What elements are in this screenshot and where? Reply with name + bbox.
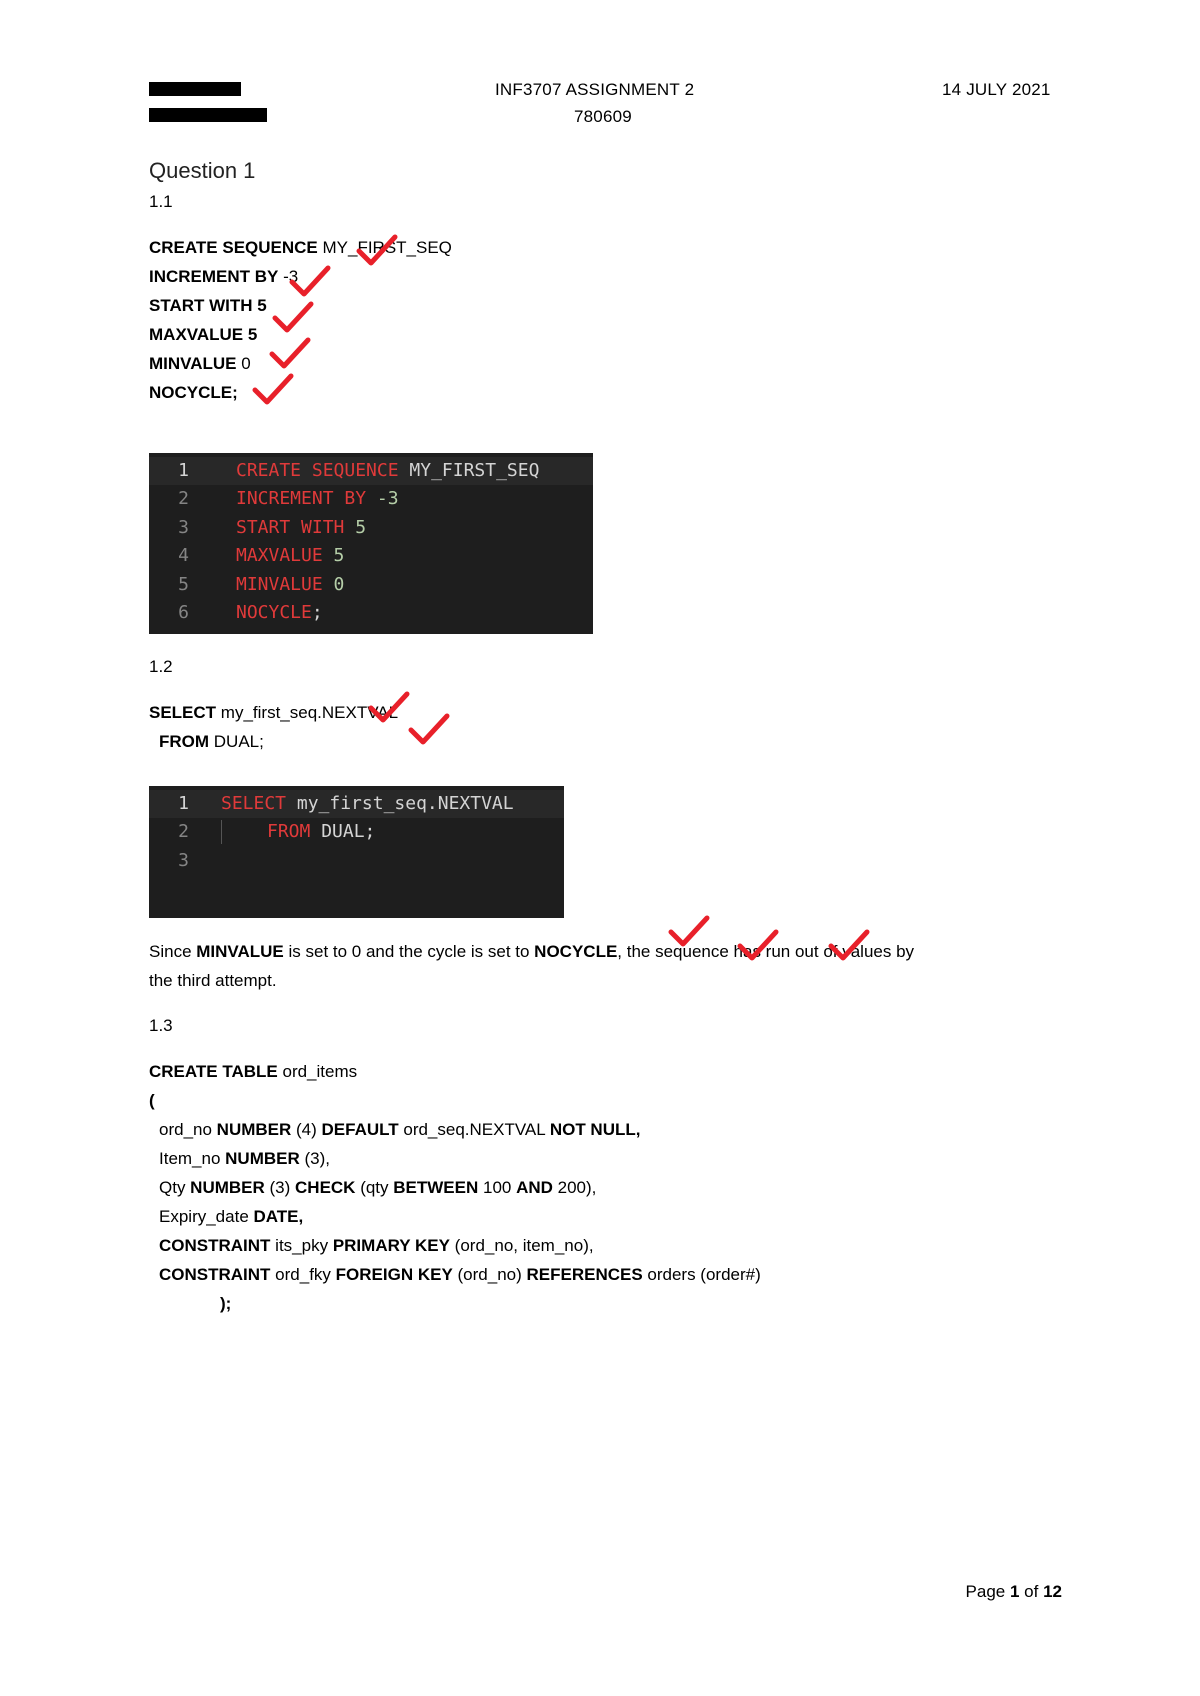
- of-label: of: [1019, 1582, 1044, 1601]
- text: Item_no: [159, 1149, 226, 1168]
- value: -3: [278, 267, 299, 286]
- check-icon: [251, 372, 295, 406]
- line-number: 6: [178, 602, 189, 623]
- header-course: INF3707 ASSIGNMENT 2: [495, 80, 695, 99]
- answer-1-1-line-5: [149, 353, 251, 375]
- question-title: Question 1: [149, 158, 256, 183]
- keyword: CONSTRAINT: [159, 1265, 271, 1284]
- code-screenshot-1-1: [149, 453, 593, 634]
- text: ord_seq.NEXTVAL: [398, 1120, 550, 1139]
- text: (3),: [299, 1149, 330, 1168]
- section-1-2: 1.2: [149, 657, 173, 676]
- line-number: 3: [178, 850, 189, 871]
- identifier: MY_FIRST_SEQ: [398, 460, 540, 481]
- text: Expiry_date: [159, 1207, 254, 1226]
- punctuation: ;: [311, 602, 323, 623]
- check-icon: [667, 914, 711, 948]
- identifier: my_first_seq.NEXTVAL: [286, 793, 514, 814]
- answer-1-3-line-4: [159, 1148, 330, 1170]
- keyword: SELECT: [221, 793, 287, 814]
- keyword: START WITH: [236, 517, 345, 538]
- check-icon: [271, 300, 315, 334]
- header-date: 14 JULY 2021: [942, 80, 1051, 99]
- keyword: FOREIGN KEY: [335, 1265, 453, 1284]
- keyword: DATE,: [253, 1207, 304, 1226]
- total-pages: 12: [1043, 1582, 1062, 1601]
- indent-guide: [221, 820, 222, 844]
- text: (3): [264, 1178, 296, 1197]
- keyword: REFERENCES: [526, 1265, 643, 1284]
- number: 5: [322, 545, 345, 566]
- keyword: MAXVALUE: [236, 545, 323, 566]
- text: (4): [291, 1120, 322, 1139]
- keyword: BETWEEN: [393, 1178, 479, 1197]
- redaction-bar-2: [149, 108, 267, 122]
- line-number: 4: [178, 545, 189, 566]
- section-1-3: 1.3: [149, 1016, 173, 1035]
- text: (qty: [355, 1178, 394, 1197]
- answer-1-3-line-7: [159, 1235, 594, 1257]
- identifier: ord_items: [277, 1062, 358, 1081]
- answer-1-3-line-8: [159, 1264, 761, 1286]
- keyword: FROM: [267, 821, 311, 842]
- explanation-line-1: [149, 941, 914, 963]
- header-student-number: 780609: [574, 107, 632, 126]
- keyword: NUMBER: [225, 1149, 300, 1168]
- identifier: my_first_seq.NEXTVAL: [216, 703, 399, 722]
- answer-1-3-line-1: [149, 1061, 357, 1083]
- text: , the sequence has run out of values by: [617, 942, 915, 961]
- answer-1-1-line-6: NOCYCLE;: [149, 383, 238, 402]
- check-icon: [268, 336, 312, 370]
- check-icon: [827, 928, 871, 962]
- line-number: 5: [178, 574, 189, 595]
- code-screenshot-1-2: [149, 786, 564, 918]
- keyword: NOCYCLE: [236, 602, 312, 623]
- identifier: DUAL;: [310, 821, 376, 842]
- keyword: MINVALUE: [196, 942, 284, 961]
- answer-1-3-line-6: [159, 1206, 303, 1228]
- check-icon: [407, 712, 451, 746]
- answer-1-3-line-9: );: [220, 1294, 232, 1313]
- keyword: CREATE TABLE: [149, 1062, 278, 1081]
- text: ord_no: [159, 1120, 217, 1139]
- number: 0: [322, 574, 345, 595]
- keyword: CONSTRAINT: [159, 1236, 271, 1255]
- section-1-1: 1.1: [149, 192, 173, 211]
- keyword: INCREMENT BY: [236, 488, 367, 509]
- keyword: INCREMENT BY: [149, 267, 279, 286]
- answer-1-1-line-4: MAXVALUE 5: [149, 325, 258, 344]
- line-number: 1: [178, 460, 189, 481]
- answer-1-3-line-3: [159, 1119, 641, 1141]
- answer-1-1-line-2: [149, 266, 298, 288]
- answer-1-3-line-2: (: [149, 1091, 155, 1110]
- page-number: [966, 1582, 1062, 1602]
- identifier: DUAL;: [209, 732, 264, 751]
- check-icon: [288, 264, 332, 298]
- value: 0: [236, 354, 251, 373]
- number: 5: [344, 517, 367, 538]
- check-icon: [736, 928, 780, 962]
- keyword: SELECT: [149, 703, 217, 722]
- keyword: MINVALUE: [149, 354, 237, 373]
- line-number: 2: [178, 488, 189, 509]
- check-icon: [355, 233, 399, 267]
- answer-1-2-line-2: [159, 731, 264, 753]
- line-number: 3: [178, 517, 189, 538]
- text: Qty: [159, 1178, 191, 1197]
- text: 200),: [552, 1178, 597, 1197]
- keyword: CREATE SEQUENCE: [236, 460, 399, 481]
- explanation-line-2: the third attempt.: [149, 971, 277, 990]
- keyword: MINVALUE: [236, 574, 323, 595]
- text: ord_fky: [270, 1265, 336, 1284]
- comma: ,: [635, 1120, 641, 1139]
- keyword: NUMBER: [216, 1120, 292, 1139]
- answer-1-2-line-1: [149, 702, 398, 724]
- answer-1-1-line-1: [149, 237, 452, 259]
- answer-1-3-line-5: [159, 1177, 596, 1199]
- keyword: DEFAULT: [321, 1120, 399, 1139]
- keyword: CREATE SEQUENCE: [149, 238, 318, 257]
- keyword: CHECK: [295, 1178, 356, 1197]
- keyword: PRIMARY KEY: [332, 1236, 450, 1255]
- text: its_pky: [270, 1236, 333, 1255]
- answer-1-1-line-3: START WITH 5: [149, 296, 267, 315]
- redaction-bar-1: [149, 82, 241, 96]
- number: -3: [366, 488, 399, 509]
- line-number: 1: [178, 793, 189, 814]
- text: (ord_no): [452, 1265, 527, 1284]
- page-label: Page: [965, 1582, 1010, 1601]
- text: 100: [478, 1178, 517, 1197]
- text: is set to 0 and the cycle is set to: [283, 942, 535, 961]
- keyword: NUMBER: [190, 1178, 265, 1197]
- keyword: AND: [516, 1178, 553, 1197]
- keyword: FROM: [159, 732, 210, 751]
- current-page: 1: [1009, 1582, 1020, 1601]
- line-number: 2: [178, 821, 189, 842]
- text: orders (order#): [642, 1265, 761, 1284]
- check-icon: [367, 690, 411, 724]
- identifier: MY_FIRST_SEQ: [317, 238, 452, 257]
- keyword: NOCYCLE: [534, 942, 618, 961]
- text: (ord_no, item_no),: [449, 1236, 594, 1255]
- keyword: NOT NULL: [549, 1120, 636, 1139]
- text: Since: [149, 942, 197, 961]
